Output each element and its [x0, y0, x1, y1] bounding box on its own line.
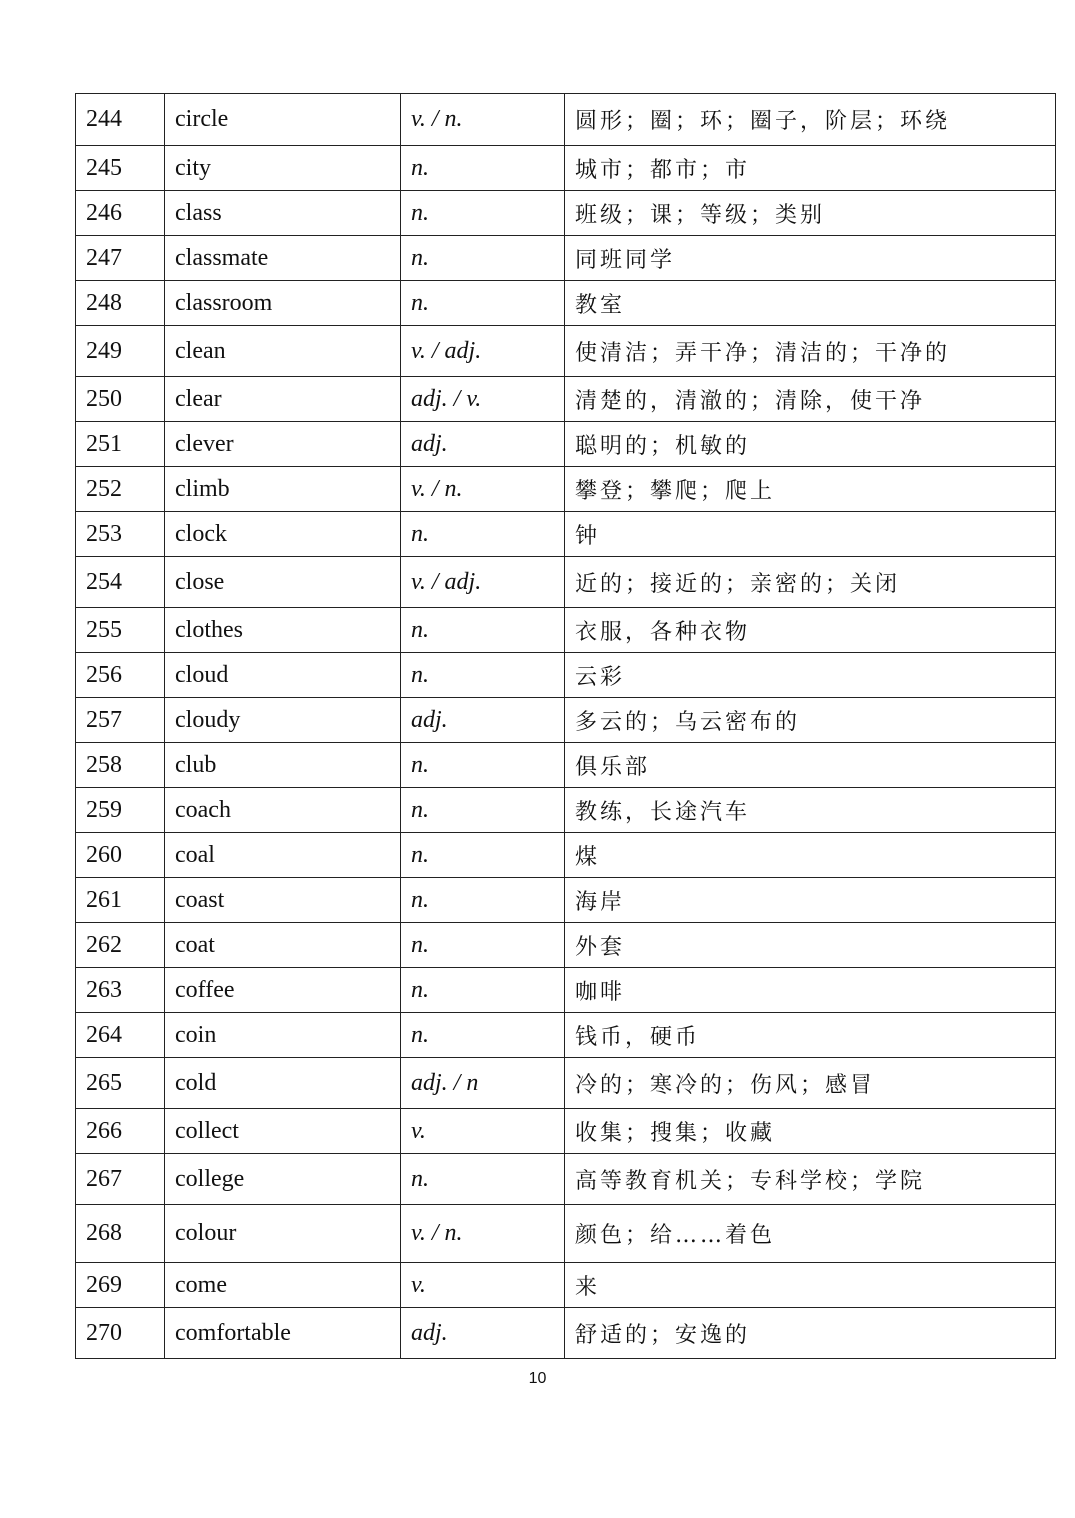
- entry-part-of-speech: n.: [401, 653, 565, 698]
- entry-part-of-speech: n.: [401, 281, 565, 326]
- entry-number: 251: [76, 422, 165, 467]
- table-row: [76, 698, 1056, 743]
- entry-word: clock: [165, 512, 401, 557]
- entry-word: coffee: [165, 968, 401, 1013]
- entry-word: coast: [165, 878, 401, 923]
- entry-word: colour: [165, 1205, 401, 1263]
- entry-word: circle: [165, 94, 401, 146]
- entry-definition: 衣服，各种衣物: [565, 608, 1056, 653]
- entry-part-of-speech: adj.: [401, 422, 565, 467]
- entry-definition: 近的；接近的；亲密的；关闭: [565, 557, 1056, 608]
- entry-number: 258: [76, 743, 165, 788]
- entry-word: coin: [165, 1013, 401, 1058]
- entry-part-of-speech: n.: [401, 512, 565, 557]
- entry-part-of-speech: n.: [401, 968, 565, 1013]
- entry-definition: 收集；搜集；收藏: [565, 1109, 1056, 1154]
- entry-part-of-speech: n.: [401, 1013, 565, 1058]
- table-row: [76, 788, 1056, 833]
- entry-part-of-speech: n.: [401, 146, 565, 191]
- entry-word: classmate: [165, 236, 401, 281]
- table-row: [76, 833, 1056, 878]
- entry-part-of-speech: n.: [401, 608, 565, 653]
- entry-part-of-speech: n.: [401, 833, 565, 878]
- entry-number: 270: [76, 1308, 165, 1359]
- table-row: [76, 557, 1056, 608]
- table-row: [76, 512, 1056, 557]
- entry-definition: 同班同学: [565, 236, 1056, 281]
- entry-part-of-speech: v. / adj.: [401, 557, 565, 608]
- table-row: [76, 377, 1056, 422]
- entry-number: 263: [76, 968, 165, 1013]
- entry-definition: 班级；课；等级；类别: [565, 191, 1056, 236]
- entry-number: 252: [76, 467, 165, 512]
- table-row: [76, 94, 1056, 146]
- table-row: [76, 236, 1056, 281]
- entry-definition: 聪明的；机敏的: [565, 422, 1056, 467]
- entry-part-of-speech: v. / adj.: [401, 326, 565, 377]
- table-row: [76, 326, 1056, 377]
- entry-part-of-speech: adj. / n: [401, 1058, 565, 1109]
- entry-word: clean: [165, 326, 401, 377]
- entry-part-of-speech: adj.: [401, 698, 565, 743]
- page-number: 10: [528, 1370, 547, 1387]
- entry-definition: 来: [565, 1263, 1056, 1308]
- entry-number: 248: [76, 281, 165, 326]
- entry-part-of-speech: n.: [401, 1154, 565, 1205]
- entry-definition: 钱币，硬币: [565, 1013, 1056, 1058]
- entry-word: club: [165, 743, 401, 788]
- entry-definition: 冷的；寒冷的；伤风；感冒: [565, 1058, 1056, 1109]
- entry-word: cold: [165, 1058, 401, 1109]
- entry-number: 260: [76, 833, 165, 878]
- entry-number: 266: [76, 1109, 165, 1154]
- entry-number: 259: [76, 788, 165, 833]
- entry-definition: 钟: [565, 512, 1056, 557]
- entry-word: clothes: [165, 608, 401, 653]
- entry-part-of-speech: n.: [401, 236, 565, 281]
- entry-word: coal: [165, 833, 401, 878]
- entry-number: 264: [76, 1013, 165, 1058]
- vocabulary-table: [75, 93, 1056, 1359]
- table-row: [76, 1109, 1056, 1154]
- entry-definition: 煤: [565, 833, 1056, 878]
- entry-part-of-speech: n.: [401, 743, 565, 788]
- entry-number: 257: [76, 698, 165, 743]
- table-row: [76, 1308, 1056, 1359]
- entry-number: 253: [76, 512, 165, 557]
- entry-word: clever: [165, 422, 401, 467]
- table-row: [76, 968, 1056, 1013]
- entry-word: close: [165, 557, 401, 608]
- entry-definition: 攀登；攀爬；爬上: [565, 467, 1056, 512]
- entry-number: 249: [76, 326, 165, 377]
- table-row: [76, 1205, 1056, 1263]
- entry-definition: 多云的；乌云密布的: [565, 698, 1056, 743]
- entry-definition: 城市；都市；市: [565, 146, 1056, 191]
- entry-definition: 教练，长途汽车: [565, 788, 1056, 833]
- vocabulary-table-body: [76, 94, 1056, 1359]
- table-row: [76, 281, 1056, 326]
- entry-definition: 清楚的，清澈的；清除，使干净: [565, 377, 1056, 422]
- entry-definition: 外套: [565, 923, 1056, 968]
- entry-part-of-speech: v.: [401, 1263, 565, 1308]
- entry-part-of-speech: n.: [401, 923, 565, 968]
- table-row: [76, 653, 1056, 698]
- entry-word: clear: [165, 377, 401, 422]
- table-row: [76, 923, 1056, 968]
- entry-part-of-speech: v. / n.: [401, 467, 565, 512]
- entry-number: 245: [76, 146, 165, 191]
- entry-part-of-speech: adj.: [401, 1308, 565, 1359]
- entry-word: cloud: [165, 653, 401, 698]
- entry-part-of-speech: adj. / v.: [401, 377, 565, 422]
- table-row: [76, 1154, 1056, 1205]
- table-row: [76, 191, 1056, 236]
- entry-part-of-speech: n.: [401, 191, 565, 236]
- entry-word: collect: [165, 1109, 401, 1154]
- entry-word: coat: [165, 923, 401, 968]
- entry-definition: 云彩: [565, 653, 1056, 698]
- entry-part-of-speech: v.: [401, 1109, 565, 1154]
- entry-number: 247: [76, 236, 165, 281]
- entry-number: 250: [76, 377, 165, 422]
- entry-definition: 海岸: [565, 878, 1056, 923]
- entry-word: cloudy: [165, 698, 401, 743]
- entry-definition: 俱乐部: [565, 743, 1056, 788]
- entry-number: 268: [76, 1205, 165, 1263]
- table-row: [76, 146, 1056, 191]
- entry-number: 255: [76, 608, 165, 653]
- table-row: [76, 467, 1056, 512]
- entry-definition: 圆形；圈；环；圈子，阶层；环绕: [565, 94, 1056, 146]
- entry-word: comfortable: [165, 1308, 401, 1359]
- entry-number: 256: [76, 653, 165, 698]
- table-row: [76, 1013, 1056, 1058]
- entry-number: 254: [76, 557, 165, 608]
- entry-word: classroom: [165, 281, 401, 326]
- entry-number: 261: [76, 878, 165, 923]
- entry-definition: 使清洁；弄干净；清洁的；干净的: [565, 326, 1056, 377]
- entry-number: 267: [76, 1154, 165, 1205]
- entry-definition: 颜色；给……着色: [565, 1205, 1056, 1263]
- entry-number: 265: [76, 1058, 165, 1109]
- table-row: [76, 608, 1056, 653]
- entry-definition: 教室: [565, 281, 1056, 326]
- entry-definition: 舒适的；安逸的: [565, 1308, 1056, 1359]
- entry-word: come: [165, 1263, 401, 1308]
- entry-word: class: [165, 191, 401, 236]
- entry-number: 269: [76, 1263, 165, 1308]
- table-row: [76, 878, 1056, 923]
- entry-part-of-speech: n.: [401, 878, 565, 923]
- table-row: [76, 743, 1056, 788]
- entry-word: college: [165, 1154, 401, 1205]
- entry-number: 262: [76, 923, 165, 968]
- entry-word: coach: [165, 788, 401, 833]
- entry-part-of-speech: n.: [401, 788, 565, 833]
- entry-word: city: [165, 146, 401, 191]
- table-row: [76, 1263, 1056, 1308]
- entry-definition: 高等教育机关；专科学校；学院: [565, 1154, 1056, 1205]
- entry-definition: 咖啡: [565, 968, 1056, 1013]
- entry-number: 244: [76, 94, 165, 146]
- table-row: [76, 1058, 1056, 1109]
- entry-part-of-speech: v. / n.: [401, 94, 565, 146]
- table-row: [76, 422, 1056, 467]
- entry-number: 246: [76, 191, 165, 236]
- entry-word: climb: [165, 467, 401, 512]
- entry-part-of-speech: v. / n.: [401, 1205, 565, 1263]
